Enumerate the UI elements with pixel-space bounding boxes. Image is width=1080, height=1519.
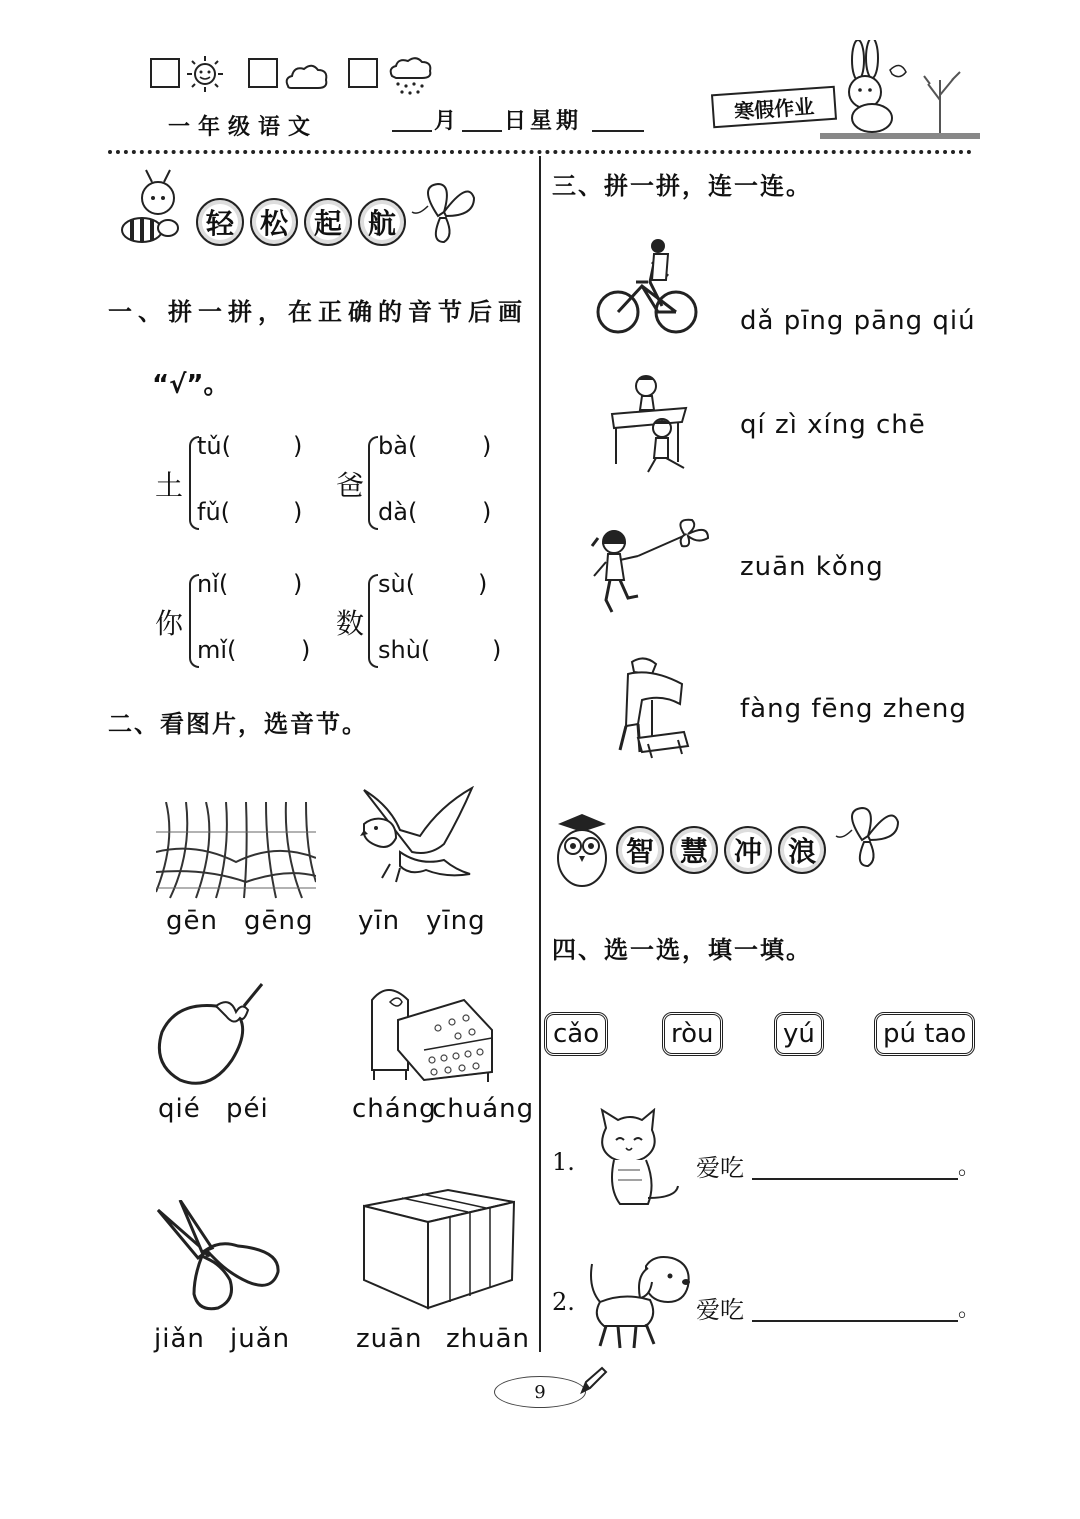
option-fu: fǔ( <box>197 498 231 526</box>
option-ni: nǐ( <box>197 570 229 598</box>
q1-group-tu <box>155 428 325 528</box>
banner-char-qing: 轻 <box>196 198 244 246</box>
month-blank[interactable] <box>392 130 432 132</box>
likes-to-eat-label: 爱吃 <box>696 1296 744 1324</box>
option-chuang[interactable]: chuáng <box>432 1094 535 1124</box>
cyclist-picture <box>596 236 700 336</box>
banner-char-zhi: 智 <box>616 826 664 874</box>
option-mi: mǐ( <box>197 636 237 664</box>
option-juan[interactable]: juǎn <box>230 1324 291 1354</box>
kite-girl-picture <box>588 516 712 620</box>
option-zuan[interactable]: zuān <box>356 1324 423 1354</box>
word-kite[interactable]: fàng fēng zheng <box>740 694 967 724</box>
choice-card-rou[interactable]: ròu <box>662 1012 723 1056</box>
answer-paren-close[interactable]: ) <box>301 636 311 664</box>
option-chang[interactable]: cháng <box>352 1094 437 1124</box>
option-tu: tǔ( <box>197 432 231 460</box>
banner-char-chong: 冲 <box>724 826 772 874</box>
q4-title: 四、选一选，填一填。 <box>552 936 812 964</box>
word-table-tennis[interactable]: dǎ pīng pāng qiú <box>740 306 976 336</box>
word-drilling[interactable]: zuān kǒng <box>740 552 884 582</box>
brace <box>368 436 378 530</box>
option-qie[interactable]: qié <box>158 1094 201 1124</box>
page-number: 9 <box>534 1381 546 1403</box>
table-tennis-picture <box>608 374 696 478</box>
answer-paren-close[interactable]: ) <box>293 498 303 526</box>
q1-title: 一、拼一拼，在正确的音节后画 <box>108 298 528 326</box>
banner-char-qi: 起 <box>304 198 352 246</box>
eagle-picture <box>360 786 480 890</box>
banner-char-hui: 慧 <box>670 826 718 874</box>
answer-paren-close[interactable]: ) <box>482 432 492 460</box>
column-divider <box>539 156 541 1352</box>
sunny-checkbox[interactable] <box>150 58 180 88</box>
period: 。 <box>958 1155 981 1180</box>
month-label: 月 <box>434 109 457 134</box>
banner-char-hang: 航 <box>358 198 406 246</box>
option-shu: shù( <box>378 636 431 664</box>
q3-title: 三、拼一拼，连一连。 <box>552 172 812 200</box>
cloud-icon <box>282 60 330 94</box>
q1-group-ni <box>155 566 325 666</box>
driller-picture <box>612 654 692 760</box>
bed-picture <box>368 980 494 1084</box>
butterfly-icon <box>408 176 478 248</box>
choice-card-yu[interactable]: yú <box>774 1012 824 1056</box>
date-line <box>392 100 648 134</box>
word-bicycle[interactable]: qí zì xíng chē <box>740 410 926 440</box>
q1-mark: “√”。 <box>152 370 230 400</box>
weather-row <box>150 56 450 96</box>
answer-paren-close[interactable]: ) <box>492 636 502 664</box>
q2-title: 二、看图片，选音节。 <box>108 710 368 738</box>
option-su: sù( <box>378 570 416 598</box>
answer-paren-close[interactable]: ) <box>482 498 492 526</box>
pencil-icon <box>578 1366 608 1396</box>
char-ni: 你 <box>155 607 184 640</box>
sun-icon <box>184 54 226 94</box>
eggplant-picture <box>156 982 268 1086</box>
option-yin[interactable]: yīn <box>358 906 401 936</box>
choice-card-cao[interactable]: cǎo <box>544 1012 608 1056</box>
winter-homework-badge <box>711 86 837 129</box>
option-ba: bà( <box>378 432 418 460</box>
scissors-picture <box>154 1200 282 1312</box>
weekday-blank[interactable] <box>592 130 644 132</box>
option-pei[interactable]: péi <box>226 1094 269 1124</box>
cat-picture <box>590 1108 682 1212</box>
header-divider <box>108 150 972 154</box>
rabbit-illustration <box>820 40 980 140</box>
option-zhuan[interactable]: zhuān <box>446 1324 531 1354</box>
owl-icon <box>552 808 612 888</box>
banner-char-lang: 浪 <box>778 826 826 874</box>
answer-paren-close[interactable]: ) <box>293 432 303 460</box>
badge-text: 寒假作业 <box>733 93 815 124</box>
answer-paren-close[interactable]: ) <box>293 570 303 598</box>
char-ba: 爸 <box>336 469 365 502</box>
dog-picture <box>584 1252 696 1352</box>
tree-roots-picture <box>156 802 316 900</box>
option-geng[interactable]: gēng <box>244 906 314 936</box>
weekday-label: 日星期 <box>504 109 583 134</box>
option-ying[interactable]: yīng <box>426 906 486 936</box>
day-blank[interactable] <box>462 130 502 132</box>
char-tu: 土 <box>155 469 184 502</box>
option-jian[interactable]: jiǎn <box>154 1324 205 1354</box>
bee-girl-icon <box>108 168 188 252</box>
rainy-checkbox[interactable] <box>348 58 378 88</box>
item-number: 2. <box>552 1288 575 1316</box>
subject-label: 一年级语文 <box>168 114 319 140</box>
banner-char-song: 松 <box>250 198 298 246</box>
answer-blank-2[interactable] <box>752 1320 958 1322</box>
likes-to-eat-label: 爱吃 <box>696 1154 744 1182</box>
wisdom-banner <box>552 800 912 892</box>
rain-cloud-icon <box>386 56 434 96</box>
item-number: 1. <box>552 1148 575 1176</box>
answer-blank-1[interactable] <box>752 1178 958 1180</box>
option-gen[interactable]: gēn <box>166 906 218 936</box>
period: 。 <box>958 1297 981 1322</box>
q1-group-ba <box>336 428 506 528</box>
answer-paren-close[interactable]: ) <box>478 570 488 598</box>
butterfly-icon <box>832 800 902 876</box>
brace <box>368 574 378 668</box>
brick-picture <box>362 1188 516 1312</box>
cloudy-checkbox[interactable] <box>248 58 278 88</box>
page-number-badge <box>494 1376 586 1408</box>
option-da: dà( <box>378 498 418 526</box>
choice-card-putao[interactable]: pú tao <box>874 1012 975 1056</box>
easy-start-banner <box>108 168 488 254</box>
q1-group-shu <box>336 566 516 666</box>
char-shu: 数 <box>336 607 365 640</box>
